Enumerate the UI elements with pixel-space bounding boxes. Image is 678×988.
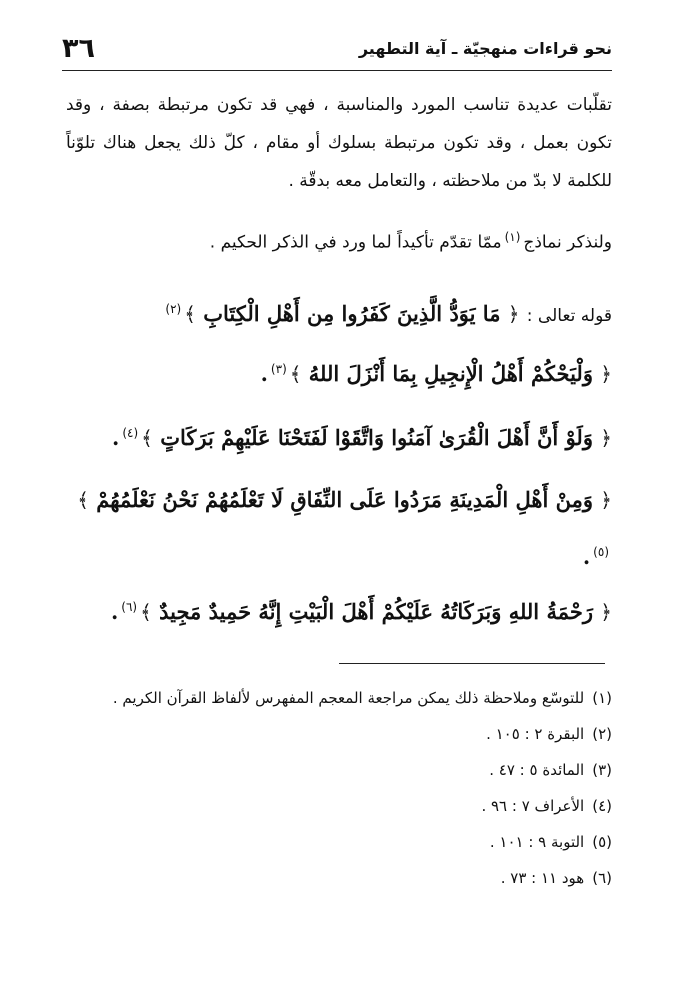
- footnote-4-number: (٤): [592, 797, 612, 815]
- footnote-6-number: (٦): [592, 869, 612, 887]
- running-title: نحو قراءات منهجيّة ـ آية التطهير: [358, 38, 612, 58]
- footnote-3-number: (٣): [592, 761, 612, 779]
- verse-3-text: وَلَوْ أَنَّ أَهْلَ الْقُرَىٰ آمَنُوا وَاتَّقَوْا لَفَتَحْنَا عَلَيْهِمْ بَرَكَاتٍ: [160, 425, 593, 450]
- verse-4: [66, 474, 612, 583]
- footnote-3: [66, 752, 612, 788]
- verse-1-intro: قوله تعالى :: [526, 306, 612, 326]
- paragraph-1-text: تقلّبات عديدة تناسب المورد والمناسبة ، فهي قد تكون مرتبطة بصفة ، وقد تكون بعمل ، وقد تكون مرتبطة بسلوك أو مقام ، كلّ ذلك يجعل هناك تلوّناً للكلمة لا بدّ من ملاحظته ، والتعامل معه بدقّة .: [66, 95, 612, 191]
- models-rest-text: ممّا تقدّم تأكيداً لما ورد في الذكر الحكيم .: [209, 232, 502, 253]
- models-intro-text: ولنذكر نماذج: [523, 232, 612, 253]
- footnote-2-text: البقرة ٢ : ١٠٥ .: [486, 725, 585, 743]
- verse-3-tail: .: [112, 425, 120, 450]
- verse-3-open-bracket: ﴿: [600, 426, 612, 450]
- verse-5-text: رَحْمَةُ اللهِ وَبَرَكَاتُهُ عَلَيْكُمْ أَهْلَ الْبَيْتِ إِنَّهُ حَمِيدٌ مَجِيدٌ: [159, 599, 593, 624]
- footnote-marker-2: (٢): [165, 302, 182, 316]
- footnote-3-text: المائدة ٥ : ٤٧ .: [489, 761, 585, 779]
- page-header: [62, 28, 612, 68]
- verse-4-tail: .: [582, 544, 591, 569]
- verse-3: [66, 407, 612, 464]
- verse-5-tail: .: [110, 599, 119, 624]
- footnote-marker-3: (٣): [270, 362, 287, 376]
- verse-5: [66, 581, 612, 638]
- verse-5-close-bracket: ﴾: [140, 600, 152, 624]
- verse-1: [66, 283, 612, 342]
- footnote-5-text: التوبة ٩ : ١٠١ .: [489, 833, 585, 851]
- verse-2-text: وَلْيَحْكُمْ أَهْلُ الْإِنجِيلِ بِمَا أَنْزَلَ اللهُ: [308, 361, 593, 386]
- footnote-4-text: الأعراف ٧ : ٩٦ .: [481, 797, 585, 815]
- footnote-6: [66, 860, 612, 896]
- footnote-rule: [339, 663, 605, 664]
- verse-5-open-bracket: ﴿: [600, 600, 612, 624]
- verse-2-open-bracket: ﴿: [600, 362, 612, 386]
- footnote-2: [66, 716, 612, 752]
- verse-1-open-bracket: ﴿: [507, 302, 520, 326]
- header-rule: [62, 70, 612, 71]
- footnote-5-number: (٥): [592, 833, 612, 851]
- models-intro-line: [210, 230, 612, 253]
- verse-2: [66, 343, 612, 400]
- verse-4-text: وَمِنْ أَهْلِ الْمَدِينَةِ مَرَدُوا عَلَى النِّفَاقِ لَا تَعْلَمُهُمْ نَحْنُ نَعْلَمُهُمْ: [96, 487, 593, 512]
- footnote-5: [66, 824, 612, 860]
- verse-2-close-bracket: ﴾: [289, 362, 302, 386]
- footnote-1-number: (١): [592, 689, 612, 707]
- footnote-6-text: هود ١١ : ٧٣ .: [500, 869, 585, 887]
- verse-3-close-bracket: ﴾: [141, 426, 153, 450]
- footnote-1-text: للتوسّع وملاحظة ذلك يمكن مراجعة المعجم المفهرس لألفاظ القرآن الكريم .: [112, 689, 585, 707]
- footnote-4: [66, 788, 612, 824]
- footnote-1: [66, 680, 612, 716]
- verse-1-text: مَا يَوَدُّ الَّذِينَ كَفَرُوا مِن أَهْلِ الْكِتَابِ: [203, 301, 501, 326]
- verse-4-close-bracket: ﴾: [77, 488, 89, 512]
- verse-1-close-bracket: ﴾: [184, 302, 196, 326]
- verse-4-open-bracket: ﴿: [600, 488, 612, 512]
- footnote-marker-4: (٤): [122, 426, 139, 440]
- footnote-marker-6: (٦): [121, 600, 138, 614]
- paragraph-1: [66, 86, 612, 200]
- footnote-marker-1: (١): [504, 230, 521, 244]
- footnotes: [66, 680, 612, 896]
- footnote-marker-5: (٥): [593, 545, 609, 559]
- page-number: ٣٦: [62, 32, 95, 64]
- footnote-2-number: (٢): [592, 725, 612, 743]
- verse-2-tail: .: [260, 361, 268, 386]
